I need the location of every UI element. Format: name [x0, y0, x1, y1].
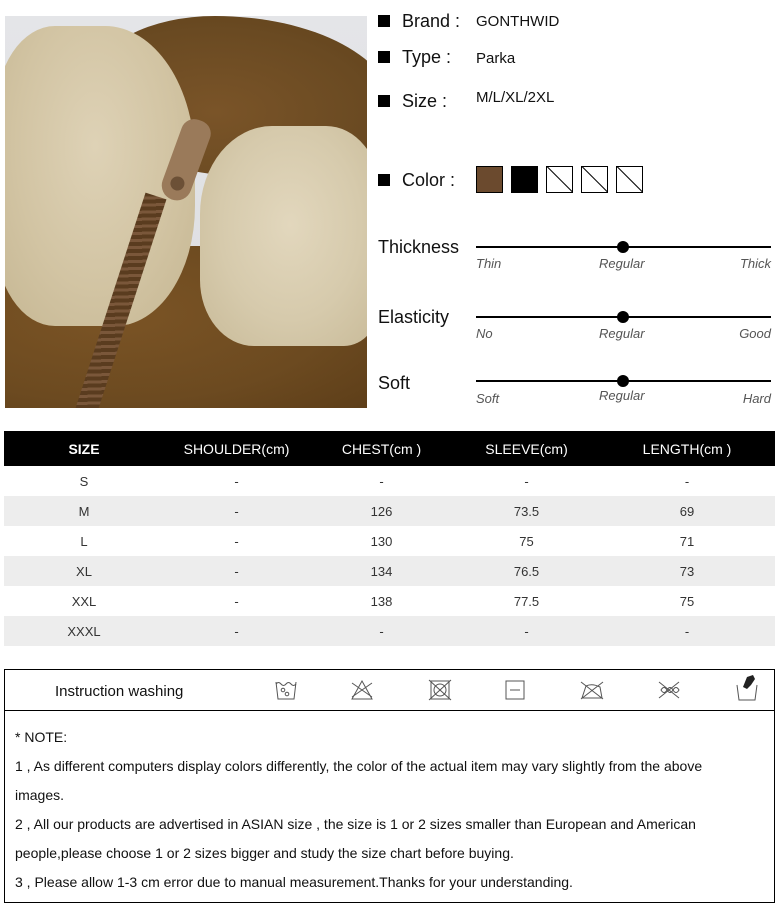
scale-mid-label: Regular	[599, 326, 645, 341]
spec-label: Brand :	[402, 10, 461, 31]
scale-thickness	[476, 246, 771, 286]
header-shoulder: SHOULDER(cm)	[164, 431, 309, 466]
header-sleeve: SLEEVE(cm)	[454, 431, 599, 466]
header-size: SIZE	[4, 431, 164, 466]
washing-header	[5, 670, 774, 711]
cell: 126	[309, 496, 454, 526]
cell: 73.5	[454, 496, 599, 526]
color-swatches	[476, 166, 643, 193]
note-line: 1 , As different computers display colors differently, the color of the actual item may vary slightly from the above	[15, 758, 703, 774]
no-iron-icon	[579, 677, 605, 703]
bullet-icon	[378, 51, 390, 63]
cell: 71	[679, 533, 695, 549]
cell: -	[309, 616, 454, 646]
scale-mid-label: Regular	[599, 388, 645, 403]
note-line: 2 , All our products are advertised in ASIAN size , the size is 1 or 2 sizes smaller than European and American	[15, 816, 696, 832]
cell: -	[234, 473, 239, 489]
washing-instructions-box	[4, 669, 775, 903]
cell: 76.5	[454, 556, 599, 586]
spec-label: Color :	[402, 169, 456, 190]
table-row	[4, 496, 775, 526]
table-row	[4, 466, 775, 496]
cell: 73	[599, 556, 775, 586]
wash-30-icon	[273, 677, 299, 703]
table-header-row	[4, 431, 775, 466]
cell: M	[4, 496, 164, 526]
hand-wash-icon	[733, 673, 761, 703]
spec-size	[378, 89, 555, 113]
spec-value: M/L/XL/2XL	[476, 89, 555, 106]
spec-type	[378, 45, 516, 69]
scale-min-label: Soft	[476, 391, 500, 406]
flat-dry-icon	[502, 677, 528, 703]
swatch-empty	[581, 166, 608, 193]
cell: -	[164, 556, 309, 586]
note-line: people,please choose 1 or 2 sizes bigger and study the size chart before buying.	[15, 845, 514, 861]
cell: XXXL	[4, 616, 164, 646]
header-chest: CHEST(cm )	[309, 431, 454, 466]
note-line: images.	[15, 787, 65, 803]
cell: XL	[4, 556, 164, 586]
scale-marker-icon	[617, 311, 629, 323]
note-line: 3 , Please allow 1-3 cm error due to manual measurement.Thanks for your understanding.	[15, 874, 573, 890]
washing-title: Instruction washing	[55, 683, 184, 700]
scale-soft	[476, 380, 771, 420]
bullet-icon	[378, 15, 390, 27]
notes-section	[5, 711, 774, 897]
scale-marker-icon	[617, 241, 629, 253]
notes-heading: * NOTE:	[15, 729, 68, 745]
no-bleach-icon	[349, 677, 375, 703]
cell: -	[164, 616, 309, 646]
cell: -	[379, 473, 384, 489]
scale-title-elasticity: Elasticity	[378, 307, 450, 327]
cell: 130	[370, 533, 393, 549]
swatch-empty	[616, 166, 643, 193]
spec-color	[378, 168, 455, 192]
product-photo	[5, 16, 367, 408]
scale-max-label: Good	[739, 326, 771, 341]
cell: 75	[519, 533, 534, 549]
cell: 75	[679, 593, 695, 609]
cell: L	[80, 533, 88, 549]
scale-max-label: Hard	[742, 391, 771, 406]
spec-label: Type :	[402, 46, 452, 67]
table-row	[4, 526, 775, 556]
scale-title-thickness: Thickness	[378, 237, 460, 257]
cell: XXL	[71, 593, 97, 609]
cell: 138	[370, 593, 393, 609]
bullet-icon	[378, 95, 390, 107]
no-tumble-dry-icon	[427, 677, 453, 703]
scale-title-soft: Soft	[378, 373, 411, 393]
scale-elasticity	[476, 316, 771, 356]
scale-mid-label: Regular	[599, 256, 645, 271]
spec-value: Parka	[476, 50, 516, 67]
cell: -	[454, 616, 599, 646]
scale-min-label: Thin	[476, 256, 502, 271]
size-chart-table	[4, 431, 775, 646]
table-row	[4, 586, 775, 616]
swatch-empty	[546, 166, 573, 193]
table-row	[4, 556, 775, 586]
swatch-brown[interactable]	[476, 166, 503, 193]
table-row	[4, 616, 775, 646]
scale-max-label: Thick	[739, 256, 771, 271]
scale-marker-icon	[617, 375, 629, 387]
no-dry-clean-icon	[656, 677, 682, 703]
spec-value: GONTHWID	[476, 12, 560, 30]
spec-brand	[378, 9, 560, 33]
header-length: LENGTH(cm )	[599, 431, 775, 466]
bullet-icon	[378, 174, 390, 186]
swatch-black[interactable]	[511, 166, 538, 193]
cell: -	[599, 616, 775, 646]
spec-label: Size :	[402, 90, 448, 111]
cell: 134	[309, 556, 454, 586]
cell: -	[234, 533, 239, 549]
scale-min-label: No	[476, 326, 493, 341]
cell: -	[524, 473, 529, 489]
cell: S	[79, 473, 89, 489]
cell: -	[684, 473, 690, 489]
cell: -	[164, 496, 309, 526]
cell: 77.5	[513, 593, 540, 609]
cell: 69	[599, 496, 775, 526]
cell: -	[234, 593, 239, 609]
